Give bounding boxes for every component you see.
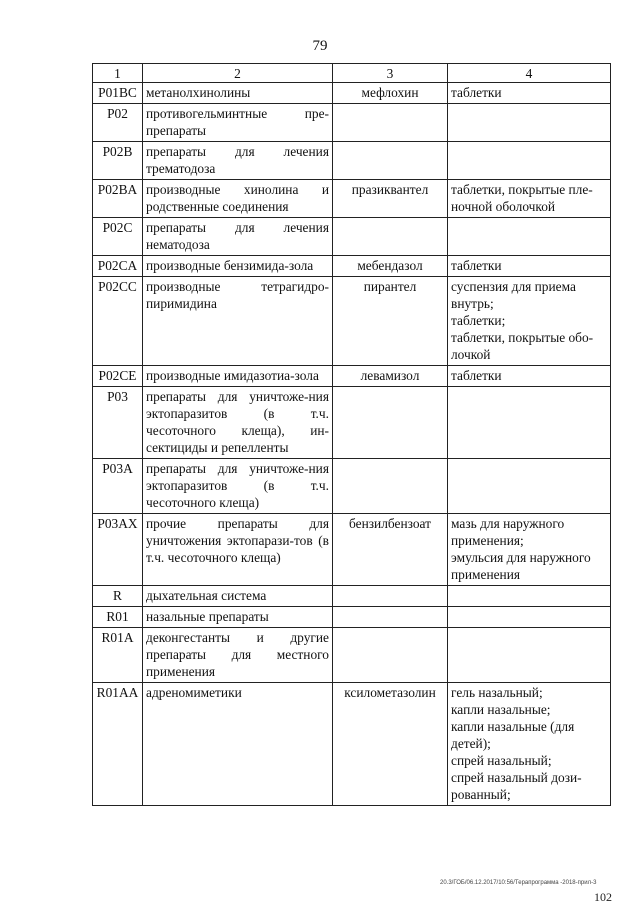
dosage-form-cell	[448, 683, 611, 806]
group-name-cell: назальные препараты	[143, 607, 333, 628]
table-row	[93, 586, 611, 607]
page-number: 79	[312, 38, 328, 54]
footer-stamp: 20.3/ГОБ/06.12.2017/10:56/Терапрограмма -2018-прил-3	[440, 880, 597, 886]
dosage-form-line: эмульсия для наружного применения	[451, 550, 591, 582]
group-name-cell: адреномиметики	[143, 683, 333, 806]
drug-name-cell	[333, 142, 448, 180]
dosage-form-cell	[448, 180, 611, 218]
table-row	[93, 142, 611, 180]
dosage-form-cell	[448, 104, 611, 142]
drug-name-cell: празиквантел	[333, 180, 448, 218]
dosage-form-line: таблетки	[451, 368, 502, 383]
group-name-cell: противогельминтные пре-препараты	[143, 104, 333, 142]
dosage-form-line: суспензия для приема внутрь;	[451, 279, 576, 311]
dosage-form-cell	[448, 366, 611, 387]
atc-code-cell: R01A	[93, 628, 143, 683]
dosage-form-line: таблетки, покрытые пле-ночной оболочкой	[451, 182, 593, 214]
drug-table-body	[93, 64, 611, 806]
group-name-cell: производные бензимида-зола	[143, 256, 333, 277]
dosage-form-cell	[448, 142, 611, 180]
group-name-cell: деконгестанты и другие препараты для местного применения	[143, 628, 333, 683]
drug-name-cell: ксилометазолин	[333, 683, 448, 806]
table-row	[93, 277, 611, 366]
dosage-form-cell	[448, 277, 611, 366]
dosage-form-cell	[448, 586, 611, 607]
dosage-form-cell	[448, 514, 611, 586]
dosage-form-line: спрей назальный дози-рованный;	[451, 770, 582, 802]
table-row	[93, 628, 611, 683]
group-name-cell: производные имидазотиа-зола	[143, 366, 333, 387]
dosage-form-cell	[448, 83, 611, 104]
atc-code-cell: P02CC	[93, 277, 143, 366]
drug-table	[92, 63, 611, 806]
dosage-form-line: таблетки	[451, 85, 502, 100]
drug-name-cell: бензилбензоат	[333, 514, 448, 586]
atc-code-cell: P02	[93, 104, 143, 142]
table-header-row	[93, 64, 611, 83]
group-name-cell: препараты для лечения трематодоза	[143, 142, 333, 180]
corner-page-number: 102	[594, 890, 612, 904]
group-name-cell: дыхательная система	[143, 586, 333, 607]
atc-code-cell: R	[93, 586, 143, 607]
drug-name-cell	[333, 387, 448, 459]
group-name-cell: препараты для уничтоже-ния эктопаразитов (в т.ч. чесоточного клеща), ин-сектициды и репелленты	[143, 387, 333, 459]
table-row	[93, 514, 611, 586]
table-row	[93, 607, 611, 628]
table-row	[93, 683, 611, 806]
drug-name-cell	[333, 104, 448, 142]
atc-code-cell: P02BA	[93, 180, 143, 218]
atc-code-cell: R01AA	[93, 683, 143, 806]
dosage-form-cell	[448, 387, 611, 459]
drug-name-cell: мефлохин	[333, 83, 448, 104]
atc-code-cell: P03	[93, 387, 143, 459]
dosage-form-cell	[448, 218, 611, 256]
table-row	[93, 83, 611, 104]
dosage-form-line: капли назальные;	[451, 702, 551, 717]
group-name-cell: препараты для уничтоже-ния эктопаразитов (в т.ч. чесоточного клеща)	[143, 459, 333, 514]
dosage-form-line: таблетки;	[451, 313, 506, 328]
dosage-form-cell	[448, 459, 611, 514]
column-header-form: 4	[448, 64, 611, 83]
dosage-form-cell	[448, 628, 611, 683]
table-row	[93, 366, 611, 387]
drug-name-cell	[333, 628, 448, 683]
dosage-form-line: капли назальные (для детей);	[451, 719, 575, 751]
atc-code-cell: P02CE	[93, 366, 143, 387]
atc-code-cell: P02C	[93, 218, 143, 256]
group-name-cell: производные тетрагидро-пиримидина	[143, 277, 333, 366]
drug-name-cell: левамизол	[333, 366, 448, 387]
table-row	[93, 180, 611, 218]
drug-name-cell: пирантел	[333, 277, 448, 366]
column-header-inn: 3	[333, 64, 448, 83]
group-name-cell: препараты для лечения нематодоза	[143, 218, 333, 256]
dosage-form-line: спрей назальный;	[451, 753, 552, 768]
drug-name-cell	[333, 586, 448, 607]
table-row	[93, 218, 611, 256]
dosage-form-cell	[448, 256, 611, 277]
atc-code-cell: P02B	[93, 142, 143, 180]
atc-code-cell: P03A	[93, 459, 143, 514]
group-name-cell: прочие препараты для уничтожения эктопарази-тов (в т.ч. чесоточного клеща)	[143, 514, 333, 586]
dosage-form-line: таблетки, покрытые обо-лочкой	[451, 330, 594, 362]
dosage-form-line: гель назальный;	[451, 685, 543, 700]
drug-name-cell	[333, 459, 448, 514]
drug-name-cell	[333, 607, 448, 628]
drug-name-cell	[333, 218, 448, 256]
column-header-code: 1	[93, 64, 143, 83]
column-header-name: 2	[143, 64, 333, 83]
atc-code-cell: R01	[93, 607, 143, 628]
atc-code-cell: P03AX	[93, 514, 143, 586]
atc-code-cell: P02CA	[93, 256, 143, 277]
atc-code-cell: P01BC	[93, 83, 143, 104]
group-name-cell: метанолхинолины	[143, 83, 333, 104]
table-row	[93, 104, 611, 142]
group-name-cell: производные хинолина и родственные соединения	[143, 180, 333, 218]
dosage-form-line: мазь для наружного применения;	[451, 516, 565, 548]
table-row	[93, 256, 611, 277]
table-row	[93, 459, 611, 514]
drug-name-cell: мебендазол	[333, 256, 448, 277]
table-row	[93, 387, 611, 459]
dosage-form-line: таблетки	[451, 258, 502, 273]
dosage-form-cell	[448, 607, 611, 628]
